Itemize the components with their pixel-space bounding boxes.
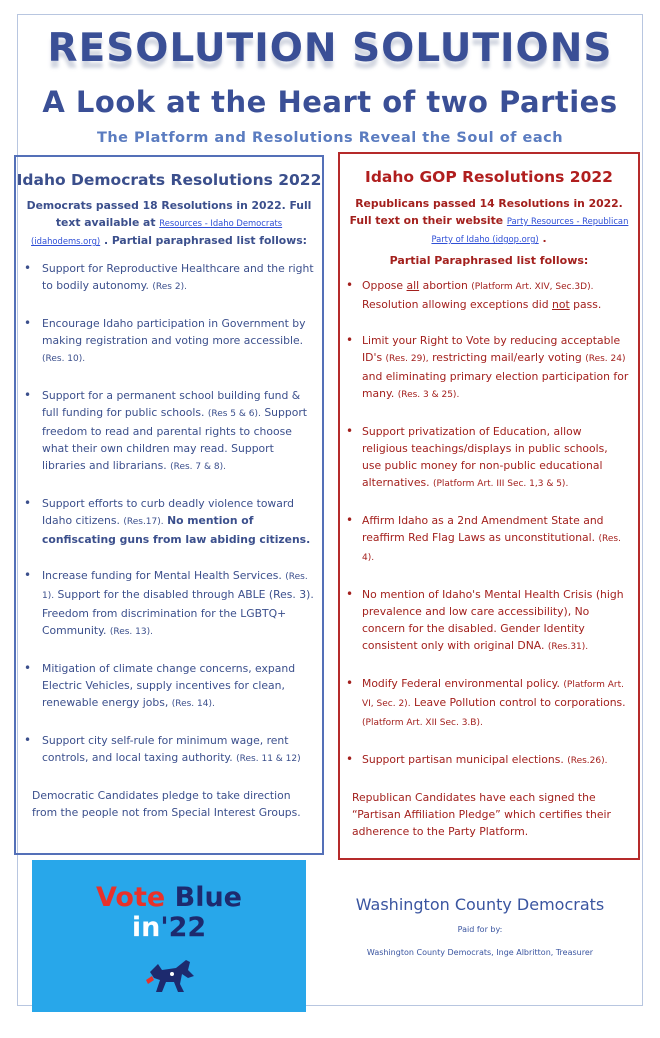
flyer-page xyxy=(17,14,643,1006)
gop-intro-text-2: . xyxy=(542,232,547,245)
vote-blue-text: Vote Blue xyxy=(96,882,242,913)
list-item: • No mention of Idaho's Mental Health Crisis (high prevalence and low care accessibility), No concern for the disabled. Gender Identity consistent only with original DNA. (Res.31). xyxy=(346,587,624,652)
list-item: • Increase funding for Mental Health Services. (Res. 1). Support for the disabled through ABLE (Res. 3). Freedom from discrimination for the LGBTQ+ Community. (Res. 13). xyxy=(24,568,314,637)
list-item: • Support for Reproductive Healthcare and the right to bodily autonomy. (Res 2). xyxy=(24,261,314,292)
gop-closing: Republican Candidates have each signed the “Partisan Affiliation Pledge” which certifies their adherence to the Party Platform. xyxy=(352,791,611,838)
org-name: Washington County Democrats xyxy=(355,895,605,914)
bullet-icon: • xyxy=(346,752,354,766)
tagline: The Platform and Resolutions Reveal the Soul of each xyxy=(96,130,564,146)
democrats-heading: Idaho Democrats Resolutions 2022 xyxy=(16,171,322,189)
bullet-icon: • xyxy=(24,316,32,330)
vote-blue-banner xyxy=(32,860,306,1012)
list-item: • Oppose all abortion (Platform Art. XIV, Sec.3D). Resolution allowing exceptions did not pass. xyxy=(346,278,602,311)
list-item: • Support efforts to curb deadly violence toward Idaho citizens. (Res.17). No mention of confiscating guns from law abiding citizens. xyxy=(24,496,311,546)
gop-resources-link[interactable]: Party Resources - Republican Party of Idaho (idgop.org) xyxy=(431,216,629,244)
bullet-icon: • xyxy=(346,676,354,690)
gop-column xyxy=(338,152,640,860)
list-item: • Support city self-rule for minimum wage, rent controls, and local taxing authority. (Res. 11 & 12) xyxy=(24,733,301,764)
treasurer-line: Washington County Democrats, Inge Albritton, Treasurer xyxy=(366,948,594,957)
gop-list xyxy=(340,277,638,770)
bullet-icon: • xyxy=(24,261,32,275)
democrats-list xyxy=(16,260,322,768)
democrats-intro-text-2: . Partial paraphrased list follows: xyxy=(103,234,307,247)
gop-intro-text: Republicans passed 14 Resolutions in 2022. Full text on their website xyxy=(349,197,623,227)
bullet-icon: • xyxy=(24,661,32,675)
list-item: • Limit your Right to Vote by reducing acceptable ID's (Res. 29), restricting mail/early voting (Res. 24) and eliminating primary election participation for many. (Res. 3 & 25). xyxy=(346,333,629,400)
list-item: • Affirm Idaho as a 2nd Amendment State and reaffirm Red Flag Laws as unconstitutional. (Res. 4). xyxy=(346,513,621,563)
democrats-intro-text: Democrats passed 18 Resolutions in 2022. Full text available at xyxy=(26,199,312,229)
gop-partial-label: Partial Paraphrased list follows: xyxy=(389,254,589,267)
list-item: • Support privatization of Education, allow religious teachings/displays in public schools, use public money for non-public educational alternatives. (Platform Art. III Sec. 1,3 & 5). xyxy=(346,424,608,489)
list-item: • Support partisan municipal elections. (Res.26). xyxy=(346,752,608,766)
bullet-icon: • xyxy=(346,333,354,347)
gop-heading: Idaho GOP Resolutions 2022 xyxy=(365,168,613,186)
bullet-icon: • xyxy=(346,513,354,527)
democrats-closing: Democratic Candidates pledge to take direction from the people not from Special Interest Groups. xyxy=(32,789,301,819)
list-item: • Mitigation of climate change concerns, expand Electric Vehicles, supply incentives for clean, renewable energy jobs, (Res. 14). xyxy=(24,661,296,709)
main-title: RESOLUTION SOLUTIONS xyxy=(47,26,613,71)
main-subtitle: A Look at the Heart of two Parties xyxy=(42,85,618,119)
bullet-icon: • xyxy=(24,496,32,510)
democrats-resources-link[interactable]: Resources - Idaho Democrats (idahodems.org) xyxy=(31,218,283,246)
vote-year-text: in'22 xyxy=(131,912,207,943)
donkey-icon xyxy=(142,950,202,994)
list-item: • Support for a permanent school building fund & full funding for public schools. (Res 5 & 6). Support freedom to read and parental rights to choose what their own children may read. Support libraries and librarians. (Res. 7 & 8). xyxy=(24,388,307,472)
democrats-column xyxy=(14,155,324,855)
bullet-icon: • xyxy=(24,568,32,582)
list-item: • Encourage Idaho participation in Government by making registration and voting more accessible. (Res. 10). xyxy=(24,316,306,364)
bullet-icon: • xyxy=(24,733,32,747)
bullet-icon: • xyxy=(24,388,32,402)
gop-intro xyxy=(340,195,638,248)
bullet-icon: • xyxy=(346,587,354,601)
bullet-icon: • xyxy=(346,278,354,292)
paid-for-label: Paid for by: xyxy=(457,925,503,934)
list-item: • Modify Federal environmental policy. (Platform Art. VI, Sec. 2). Leave Pollution control to corporations. (Platform Art. XII Sec. 3.B). xyxy=(346,676,626,728)
democrats-intro xyxy=(16,197,322,250)
bullet-icon: • xyxy=(346,424,354,438)
